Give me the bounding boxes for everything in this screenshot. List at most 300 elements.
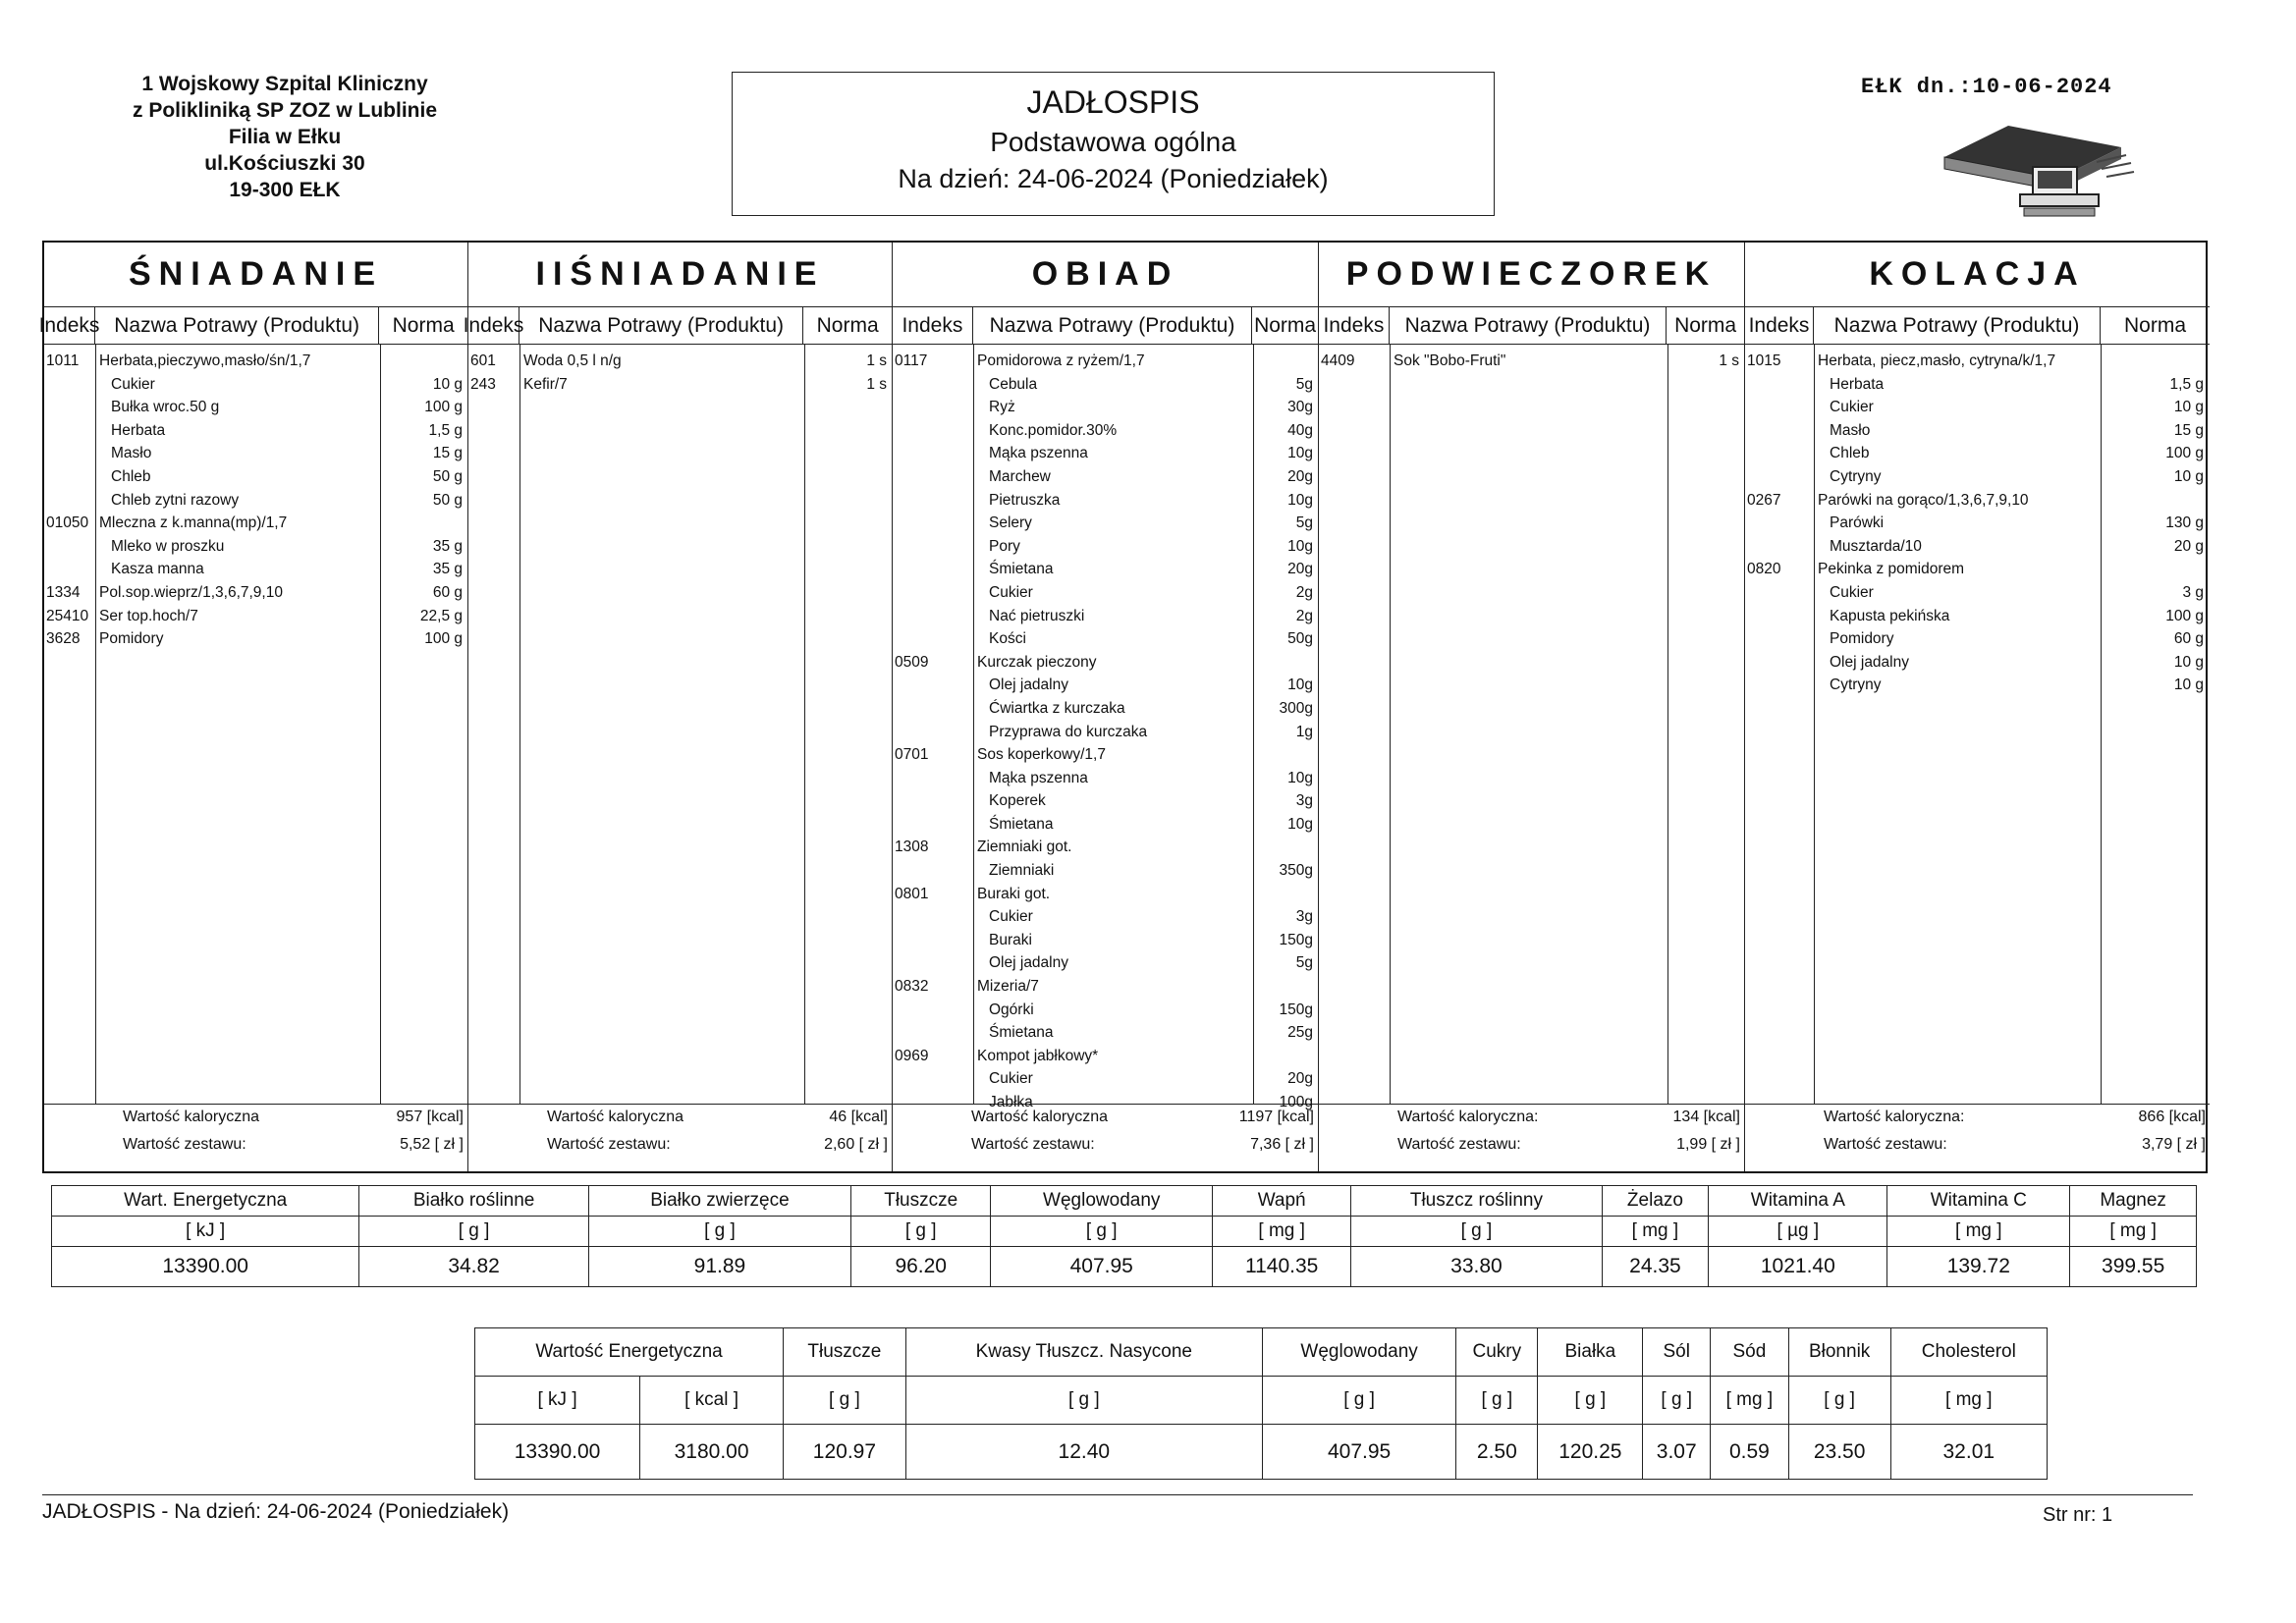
menu-item-row: [893, 443, 1318, 466]
ingredient-name: Nać pietruszki: [989, 607, 1085, 624]
column-header-row: [38, 307, 467, 345]
menu-item-row: [44, 582, 467, 606]
menu-item-row: [893, 374, 1318, 398]
header-cell: Węglowodany: [991, 1186, 1213, 1217]
item-norm: 20g: [1287, 561, 1313, 578]
ingredient-name: Kapusta pekińska: [1830, 607, 1950, 624]
column-header-name: Nazwa Potrawy (Produktu): [95, 307, 379, 344]
item-index: 0267: [1747, 491, 1781, 509]
cost-label: Wartość zestawu:: [547, 1136, 671, 1153]
header-cell: Cholesterol: [1890, 1328, 2047, 1377]
item-norm: 10 g: [2173, 399, 2204, 416]
unit-cell: [ mg ]: [1887, 1217, 2070, 1247]
item-norm: 1,5 g: [428, 421, 463, 439]
unit-cell: [ kJ ]: [475, 1377, 640, 1425]
dish-name: Sok "Bobo-Fruti": [1394, 352, 1506, 369]
header-cell: Kwasy Tłuszcz. Nasycone: [905, 1328, 1262, 1377]
menu-item-row: [893, 675, 1318, 698]
column-divider: [1390, 345, 1391, 1104]
item-norm: 5g: [1295, 514, 1313, 532]
unit-cell: [ g ]: [905, 1377, 1262, 1425]
item-norm: 100 g: [424, 630, 463, 648]
menu-item-row: [44, 443, 467, 466]
menu-item-row: [44, 374, 467, 398]
unit-cell: [ g ]: [851, 1217, 991, 1247]
item-norm: 10 g: [2173, 653, 2204, 671]
ingredient-name: Herbata: [111, 421, 166, 439]
header-cell: Węglowodany: [1262, 1328, 1455, 1377]
header-cell: Cukry: [1456, 1328, 1538, 1377]
city-date: EŁK dn.:10-06-2024: [1861, 75, 2112, 99]
menu-item-row: [893, 1068, 1318, 1092]
ingredient-name: Kasza manna: [111, 561, 204, 578]
cost-label: Wartość zestawu:: [1397, 1136, 1521, 1153]
meal-summary: [468, 1105, 892, 1175]
menu-item-row: [1745, 397, 2210, 420]
calorie-value: 46 [kcal]: [829, 1109, 888, 1125]
dish-name: Pekinka z pomidorem: [1818, 561, 1965, 578]
item-index: 0820: [1747, 561, 1781, 578]
value-cell: 120.25: [1538, 1425, 1643, 1480]
calorie-value: 1197 [kcal]: [1238, 1109, 1314, 1125]
item-norm: 130 g: [2165, 514, 2204, 532]
value-cell: 24.35: [1602, 1247, 1709, 1287]
dish-name: Herbata,pieczywo,masło/śn/1,7: [99, 352, 311, 369]
item-norm: 1 s: [1719, 352, 1739, 369]
menu-item-row: [1745, 675, 2210, 698]
calorie-label: Wartość kaloryczna: [547, 1109, 683, 1125]
menu-item-row: [1745, 466, 2210, 490]
dish-name: Herbata, piecz,masło, cytryna/k/1,7: [1818, 352, 2056, 369]
item-norm: 50 g: [432, 491, 463, 509]
menu-item-row: [893, 559, 1318, 582]
unit-cell: [ mg ]: [1213, 1217, 1351, 1247]
meal-title: ŚNIADANIE: [44, 243, 467, 307]
meal-items: [44, 345, 467, 1105]
unit-cell: [ g ]: [588, 1217, 850, 1247]
menu-item-row: [1745, 559, 2210, 582]
ingredient-name: Masło: [111, 445, 152, 462]
dish-name: Parówki na gorąco/1,3,6,7,9,10: [1818, 491, 2029, 509]
ingredient-name: Cukier: [111, 375, 155, 393]
item-norm: 50 g: [432, 467, 463, 485]
column-header-row: [463, 307, 892, 345]
header-cell: Wapń: [1213, 1186, 1351, 1217]
calorie-label: Wartość kaloryczna: [123, 1109, 259, 1125]
item-index: 1308: [895, 839, 929, 856]
column-header-name: Nazwa Potrawy (Produktu): [973, 307, 1252, 344]
menu-item-row: [44, 351, 467, 374]
meal-column: [893, 243, 1319, 1171]
ingredient-name: Cukier: [989, 908, 1033, 926]
nutrition-label-table: [474, 1327, 2048, 1480]
menu-item-row: [893, 351, 1318, 374]
menu-item-row: [1745, 606, 2210, 629]
item-norm: 3g: [1295, 792, 1313, 810]
ingredient-name: Cytryny: [1830, 467, 1882, 485]
value-cell: 13390.00: [52, 1247, 359, 1287]
header-cell: Witamina C: [1887, 1186, 2070, 1217]
item-norm: 50g: [1287, 630, 1313, 648]
ingredient-name: Buraki: [989, 931, 1032, 948]
ingredient-name: Cukier: [1830, 583, 1874, 601]
item-norm: 10g: [1287, 537, 1313, 555]
menu-item-row: [893, 397, 1318, 420]
menu-item-row: [893, 420, 1318, 444]
meal-summary: [1319, 1105, 1744, 1175]
column-divider: [519, 345, 520, 1104]
calorie-value: 957 [kcal]: [396, 1109, 464, 1125]
column-header-norm: Norma: [392, 313, 455, 337]
ingredient-name: Selery: [989, 514, 1032, 532]
ingredient-name: Olej jadalny: [989, 676, 1068, 694]
value-cell: 23.50: [1788, 1425, 1890, 1480]
menu-item-row: [1745, 374, 2210, 398]
dish-name: Kefir/7: [523, 375, 568, 393]
ingredient-name: Ziemniaki: [989, 862, 1055, 880]
organization-address: [79, 71, 491, 203]
header-cell: Sól: [1643, 1328, 1711, 1377]
item-norm: 3g: [1295, 908, 1313, 926]
cost-label: Wartość zestawu:: [971, 1136, 1095, 1153]
menu-item-row: [893, 976, 1318, 1000]
menu-item-row: [1745, 490, 2210, 514]
unit-cell: [ mg ]: [1602, 1217, 1709, 1247]
item-norm: 25g: [1287, 1024, 1313, 1042]
value-cell: 13390.00: [475, 1425, 640, 1480]
item-norm: 10 g: [2173, 676, 2204, 694]
column-header-norm: Norma: [1674, 313, 1737, 337]
menu-item-row: [893, 1046, 1318, 1069]
ingredient-name: Parówki: [1830, 514, 1885, 532]
ingredient-name: Chleb: [111, 467, 151, 485]
unit-cell: [ mg ]: [1711, 1377, 1789, 1425]
cost-value: 3,79 [ zł ]: [2142, 1136, 2206, 1153]
menu-table: [38, 241, 2208, 1173]
header-cell: Błonnik: [1788, 1328, 1890, 1377]
dish-name: Buraki got.: [977, 885, 1051, 902]
item-norm: 40g: [1287, 421, 1313, 439]
dish-name: Pomidorowa z ryżem/1,7: [977, 352, 1145, 369]
value-cell: 33.80: [1351, 1247, 1602, 1287]
menu-item-row: [1745, 652, 2210, 676]
menu-item-row: [893, 722, 1318, 745]
meal-items: [1319, 345, 1744, 1105]
item-norm: 22,5 g: [419, 607, 463, 624]
ingredient-name: Jabłka: [989, 1094, 1033, 1110]
item-norm: 35 g: [432, 537, 463, 555]
item-norm: 1,5 g: [2169, 375, 2204, 393]
item-index: 01050: [46, 514, 89, 532]
header-cell: Tłuszcze: [851, 1186, 991, 1217]
ingredient-name: Chleb: [1830, 445, 1870, 462]
item-norm: 1g: [1295, 723, 1313, 740]
unit-cell: [ g ]: [991, 1217, 1213, 1247]
menu-item-row: [44, 628, 467, 652]
dish-name: Sos koperkowy/1,7: [977, 746, 1106, 764]
meal-column: [1319, 243, 1745, 1171]
item-norm: 1 s: [866, 375, 887, 393]
header-cell: Wart. Energetyczna: [52, 1186, 359, 1217]
menu-item-row: [1745, 443, 2210, 466]
header-cell: Sód: [1711, 1328, 1789, 1377]
book-computer-icon: [1940, 118, 2136, 221]
header-cell: Białko roślinne: [359, 1186, 589, 1217]
item-norm: 150g: [1279, 931, 1313, 948]
item-norm: 150g: [1279, 1001, 1313, 1018]
item-norm: 10g: [1287, 676, 1313, 694]
value-cell: 3180.00: [640, 1425, 784, 1480]
item-norm: 3 g: [2182, 583, 2204, 601]
dish-name: Kompot jabłkowy*: [977, 1047, 1099, 1064]
nutrition-summary-table: [51, 1185, 2197, 1287]
meal-summary: [44, 1105, 467, 1175]
meal-title: IIŚNIADANIE: [468, 243, 892, 307]
item-norm: 15 g: [432, 445, 463, 462]
nutrition-unit-row: [475, 1377, 2048, 1425]
calorie-label: Wartość kaloryczna:: [1824, 1109, 1965, 1125]
column-header-name: Nazwa Potrawy (Produktu): [1814, 307, 2101, 344]
dish-name: Pol.sop.wieprz/1,3,6,7,9,10: [99, 583, 283, 601]
menu-item-row: [893, 1000, 1318, 1023]
menu-item-row: [893, 606, 1318, 629]
ingredient-name: Marchew: [989, 467, 1051, 485]
menu-item-row: [893, 513, 1318, 536]
ingredient-name: Herbata: [1830, 375, 1885, 393]
ingredient-name: Śmietana: [989, 561, 1054, 578]
item-norm: 10g: [1287, 491, 1313, 509]
meal-column: [38, 243, 468, 1171]
nutrition-header-row: [475, 1328, 2048, 1377]
ingredient-name: Bułka wroc.50 g: [111, 399, 220, 416]
item-index: 0509: [895, 653, 929, 671]
ingredient-name: Kości: [989, 630, 1026, 648]
document-title: JADŁOSPIS: [1026, 84, 1200, 120]
item-index: 4409: [1321, 352, 1355, 369]
item-index: 0832: [895, 978, 929, 996]
item-index: 25410: [46, 607, 89, 624]
ingredient-name: Masło: [1830, 421, 1871, 439]
value-cell: 1140.35: [1213, 1247, 1351, 1287]
org-line: ul.Kościuszki 30: [204, 152, 365, 175]
item-norm: 5g: [1295, 375, 1313, 393]
item-norm: 100g: [1279, 1094, 1313, 1110]
nutrition-value-row: [52, 1247, 2197, 1287]
nutrition-value-row: [475, 1425, 2048, 1480]
menu-item-row: [468, 374, 892, 398]
unit-cell: [ mg ]: [1890, 1377, 2047, 1425]
unit-cell: [ kcal ]: [640, 1377, 784, 1425]
item-norm: 300g: [1279, 699, 1313, 717]
header-cell: Białko zwierzęce: [588, 1186, 850, 1217]
unit-cell: [ g ]: [1351, 1217, 1602, 1247]
unit-cell: [ g ]: [1538, 1377, 1643, 1425]
dish-name: Ziemniaki got.: [977, 839, 1072, 856]
item-index: 0969: [895, 1047, 929, 1064]
menu-item-row: [1745, 628, 2210, 652]
ingredient-name: Pomidory: [1830, 630, 1894, 648]
menu-item-row: [44, 513, 467, 536]
item-norm: 10g: [1287, 445, 1313, 462]
item-index: 1334: [46, 583, 81, 601]
ingredient-name: Olej jadalny: [989, 954, 1068, 972]
ingredient-name: Mąka pszenna: [989, 445, 1088, 462]
menu-item-row: [44, 397, 467, 420]
cost-value: 2,60 [ zł ]: [824, 1136, 888, 1153]
diet-type: Podstawowa ogólna: [990, 127, 1236, 157]
dish-name: Ser top.hoch/7: [99, 607, 198, 624]
meal-items: [468, 345, 892, 1105]
ingredient-name: Musztarda/10: [1830, 537, 1922, 555]
meal-title: PODWIECZOREK: [1319, 243, 1744, 307]
menu-item-row: [893, 930, 1318, 953]
value-cell: 3.07: [1643, 1425, 1711, 1480]
calorie-label: Wartość kaloryczna: [971, 1109, 1108, 1125]
ingredient-name: Pory: [989, 537, 1020, 555]
column-divider: [804, 345, 805, 1104]
dish-name: Pomidory: [99, 630, 164, 648]
unit-cell: [ g ]: [784, 1377, 906, 1425]
ingredient-name: Przyprawa do kurczaka: [989, 723, 1148, 740]
value-cell: 12.40: [905, 1425, 1262, 1480]
item-norm: 35 g: [432, 561, 463, 578]
header-cell: Witamina A: [1709, 1186, 1887, 1217]
org-line: Filia w Ełku: [228, 126, 342, 148]
header-cell: Tłuszcz roślinny: [1351, 1186, 1602, 1217]
calorie-value: 866 [kcal]: [2138, 1109, 2206, 1125]
item-norm: 30g: [1287, 399, 1313, 416]
ingredient-name: Koperek: [989, 792, 1046, 810]
menu-item-row: [1745, 582, 2210, 606]
meal-column: [463, 243, 893, 1171]
meal-items: [893, 345, 1318, 1110]
unit-cell: [ g ]: [1788, 1377, 1890, 1425]
value-cell: 32.01: [1890, 1425, 2047, 1480]
page-number: Str nr: 1: [2043, 1504, 2113, 1526]
value-cell: 120.97: [784, 1425, 906, 1480]
column-header-norm: Norma: [816, 313, 879, 337]
menu-item-row: [44, 536, 467, 560]
ingredient-name: Ogórki: [989, 1001, 1034, 1018]
meal-summary: [1745, 1105, 2210, 1175]
column-header-index: Indeks: [1745, 307, 1814, 344]
ingredient-name: Cytryny: [1830, 676, 1882, 694]
item-norm: 10 g: [432, 375, 463, 393]
item-norm: 20g: [1287, 1070, 1313, 1088]
calorie-value: 134 [kcal]: [1672, 1109, 1740, 1125]
item-norm: 100 g: [2165, 445, 2204, 462]
value-cell: 1021.40: [1709, 1247, 1887, 1287]
column-header-name: Nazwa Potrawy (Produktu): [519, 307, 803, 344]
item-index: 1015: [1747, 352, 1781, 369]
menu-item-row: [893, 744, 1318, 768]
unit-cell: [ g ]: [359, 1217, 589, 1247]
item-norm: 20g: [1287, 467, 1313, 485]
value-cell: 399.55: [2070, 1247, 2197, 1287]
value-cell: 2.50: [1456, 1425, 1538, 1480]
cost-value: 5,52 [ zł ]: [400, 1136, 464, 1153]
menu-item-row: [1319, 351, 1744, 374]
ingredient-name: Mleko w proszku: [111, 537, 225, 555]
column-header-norm: Norma: [2123, 313, 2186, 337]
item-norm: 100 g: [2165, 607, 2204, 624]
item-norm: 60 g: [432, 583, 463, 601]
item-norm: 1 s: [866, 352, 887, 369]
unit-cell: [ µg ]: [1709, 1217, 1887, 1247]
item-index: 3628: [46, 630, 81, 648]
item-index: 243: [470, 375, 496, 393]
cost-label: Wartość zestawu:: [1824, 1136, 1947, 1153]
menu-item-row: [44, 490, 467, 514]
item-norm: 2g: [1295, 583, 1313, 601]
menu-item-row: [893, 1022, 1318, 1046]
menu-item-row: [893, 466, 1318, 490]
ingredient-name: Cukier: [1830, 399, 1874, 416]
nutrition-header-row: [52, 1186, 2197, 1217]
menu-item-row: [893, 814, 1318, 838]
header-cell: Białka: [1538, 1328, 1643, 1377]
menu-item-row: [893, 837, 1318, 860]
menu-item-row: [468, 351, 892, 374]
item-index: 0701: [895, 746, 929, 764]
meal-title: KOLACJA: [1745, 243, 2210, 307]
ingredient-name: Ryż: [989, 399, 1015, 416]
column-header-index: Indeks: [1319, 307, 1390, 344]
ingredient-name: Mąka pszenna: [989, 769, 1088, 786]
column-header-row: [893, 307, 1318, 345]
ingredient-name: Śmietana: [989, 1024, 1054, 1042]
item-norm: 60 g: [2173, 630, 2204, 648]
column-header-index: Indeks: [44, 307, 95, 344]
ingredient-name: Cukier: [989, 583, 1033, 601]
item-index: 1011: [46, 352, 80, 369]
column-header-index: Indeks: [893, 307, 973, 344]
dish-name: Kurczak pieczony: [977, 653, 1097, 671]
item-norm: 10g: [1287, 769, 1313, 786]
column-header-row: [1745, 307, 2210, 345]
menu-item-row: [1745, 513, 2210, 536]
menu-item-row: [44, 466, 467, 490]
dish-name: Mizeria/7: [977, 978, 1039, 996]
menu-item-row: [44, 606, 467, 629]
dish-name: Woda 0,5 l n/g: [523, 352, 622, 369]
item-norm: 2g: [1295, 607, 1313, 624]
meal-summary: [893, 1105, 1318, 1175]
ingredient-name: Konc.pomidor.30%: [989, 421, 1118, 439]
header-cell: Żelazo: [1602, 1186, 1709, 1217]
value-cell: 0.59: [1711, 1425, 1789, 1480]
column-header-row: [1319, 307, 1744, 345]
unit-cell: [ g ]: [1456, 1377, 1538, 1425]
title-box: [732, 72, 1495, 216]
menu-item-row: [893, 536, 1318, 560]
unit-cell: [ g ]: [1643, 1377, 1711, 1425]
value-cell: 407.95: [1262, 1425, 1455, 1480]
footer-text: JADŁOSPIS - Na dzień: 24-06-2024 (Poniedziałek): [42, 1500, 510, 1523]
menu-item-row: [893, 698, 1318, 722]
unit-cell: [ kJ ]: [52, 1217, 359, 1247]
cost-label: Wartość zestawu:: [123, 1136, 246, 1153]
menu-item-row: [893, 884, 1318, 907]
cost-value: 7,36 [ zł ]: [1250, 1136, 1314, 1153]
meal-items: [1745, 345, 2210, 1105]
value-cell: 91.89: [588, 1247, 850, 1287]
menu-item-row: [1745, 536, 2210, 560]
item-norm: 20 g: [2173, 537, 2204, 555]
column-header-index: Indeks: [468, 307, 519, 344]
item-index: 0801: [895, 885, 929, 902]
org-line: 19-300 EŁK: [229, 179, 341, 201]
